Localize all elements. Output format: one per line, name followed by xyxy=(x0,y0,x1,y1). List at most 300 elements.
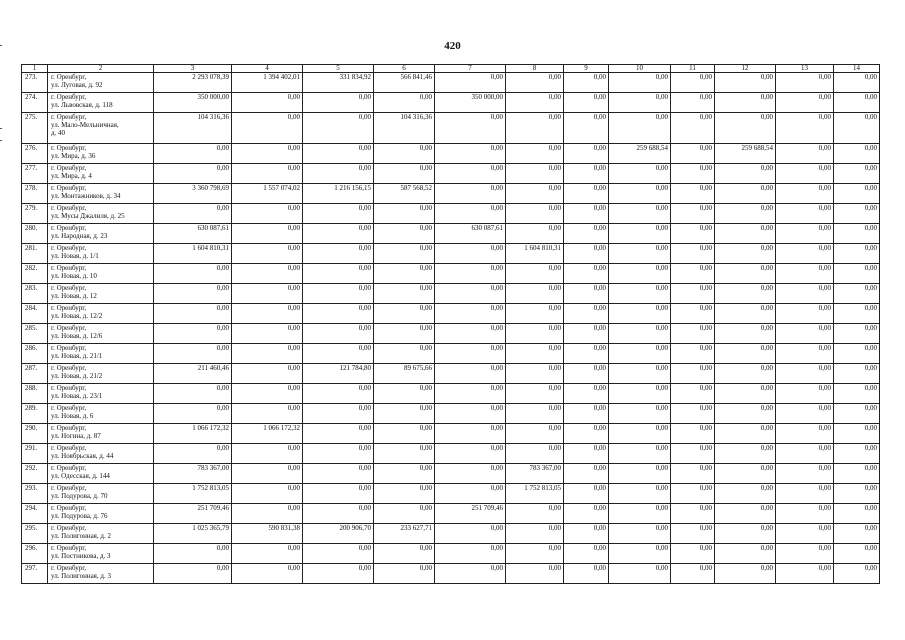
amount-cell: 0,00 xyxy=(506,424,564,444)
amount-cell: 0,00 xyxy=(506,544,564,564)
amount-cell: 0,00 xyxy=(435,384,506,404)
amount-cell: 0,00 xyxy=(715,113,776,144)
amount-cell: 0,00 xyxy=(834,344,880,364)
amount-cell: 0,00 xyxy=(303,544,374,564)
address-line: г. Оренбург, xyxy=(51,284,87,292)
amount-cell: 0,00 xyxy=(303,204,374,224)
address-line: г. Оренбург, xyxy=(51,224,87,232)
address-cell xyxy=(48,184,154,204)
amount-cell: 0,00 xyxy=(564,93,609,113)
address-line: ул. Постникова, д. 3 xyxy=(51,552,111,560)
amount-cell: 0,00 xyxy=(506,113,564,144)
amount-cell: 0,00 xyxy=(776,344,834,364)
column-header: 14 xyxy=(834,65,880,73)
address-cell xyxy=(48,564,154,584)
amount-cell: 0,00 xyxy=(715,304,776,324)
address-line: ул. Полигонная, д. 2 xyxy=(51,532,111,540)
amount-cell: 350 000,00 xyxy=(154,93,232,113)
amount-cell: 0,00 xyxy=(609,224,671,244)
address-cell xyxy=(48,504,154,524)
address-line: ул. Новая, д. 12/6 xyxy=(51,332,103,340)
amount-cell: 0,00 xyxy=(834,524,880,544)
amount-cell: 0,00 xyxy=(834,384,880,404)
address-line: ул. Мира, д. 4 xyxy=(51,172,92,180)
amount-cell: 0,00 xyxy=(564,164,609,184)
amount-cell: 0,00 xyxy=(564,73,609,93)
amount-cell: 0,00 xyxy=(776,224,834,244)
address-cell xyxy=(48,344,154,364)
table-row xyxy=(22,404,880,424)
address-line: г. Оренбург, xyxy=(51,144,87,152)
amount-cell: 0,00 xyxy=(506,144,564,164)
amount-cell: 0,00 xyxy=(564,484,609,504)
amount-cell: 0,00 xyxy=(834,464,880,484)
amount-cell: 0,00 xyxy=(715,284,776,304)
table-row xyxy=(22,344,880,364)
address-line: ул. Новая, д. 6 xyxy=(51,412,94,420)
amount-cell: 0,00 xyxy=(232,224,303,244)
amount-cell: 0,00 xyxy=(671,204,715,224)
amount-cell: 0,00 xyxy=(374,93,435,113)
amount-cell: 0,00 xyxy=(609,404,671,424)
amount-cell: 0,00 xyxy=(715,484,776,504)
column-header: 13 xyxy=(776,65,834,73)
amount-cell: 0,00 xyxy=(671,384,715,404)
amount-cell: 0,00 xyxy=(435,304,506,324)
column-header: 1 xyxy=(22,65,48,73)
address-cell xyxy=(48,484,154,504)
amount-cell: 590 831,38 xyxy=(232,524,303,544)
address-line: ул. Ноябрьская, д. 44 xyxy=(51,452,114,460)
amount-cell: 0,00 xyxy=(154,204,232,224)
amount-cell: 0,00 xyxy=(506,304,564,324)
amount-cell: 0,00 xyxy=(671,304,715,324)
table-row xyxy=(22,524,880,544)
row-number: 276. xyxy=(22,144,48,164)
amount-cell: 0,00 xyxy=(671,464,715,484)
amount-cell: 0,00 xyxy=(671,504,715,524)
address-line: д. 40 xyxy=(51,129,66,137)
amount-cell: 0,00 xyxy=(609,284,671,304)
amount-cell: 0,00 xyxy=(435,484,506,504)
amount-cell: 0,00 xyxy=(834,73,880,93)
amount-cell: 0,00 xyxy=(374,484,435,504)
amount-cell: 0,00 xyxy=(609,264,671,284)
address-cell xyxy=(48,73,154,93)
column-header: 2 xyxy=(48,65,154,73)
amount-cell: 0,00 xyxy=(232,164,303,184)
amount-cell: 0,00 xyxy=(834,224,880,244)
amount-cell: 0,00 xyxy=(506,564,564,584)
amount-cell: 0,00 xyxy=(609,304,671,324)
amount-cell: 0,00 xyxy=(609,424,671,444)
amount-cell: 0,00 xyxy=(671,244,715,264)
amount-cell: 0,00 xyxy=(154,384,232,404)
amount-cell: 0,00 xyxy=(715,424,776,444)
amount-cell: 0,00 xyxy=(834,184,880,204)
amount-cell: 0,00 xyxy=(303,564,374,584)
amount-cell: 0,00 xyxy=(776,304,834,324)
amount-cell: 104 316,36 xyxy=(374,113,435,144)
address-line: ул. Народная, д. 23 xyxy=(51,232,108,240)
column-number-row xyxy=(22,65,880,73)
amount-cell: 1 752 813,05 xyxy=(154,484,232,504)
address-line: г. Оренбург, xyxy=(51,324,87,332)
amount-cell: 3 360 798,69 xyxy=(154,184,232,204)
amount-cell: 566 841,46 xyxy=(374,73,435,93)
amount-cell: 0,00 xyxy=(374,564,435,584)
amount-cell: 0,00 xyxy=(776,284,834,304)
amount-cell: 350 000,00 xyxy=(435,93,506,113)
row-number: 297. xyxy=(22,564,48,584)
amount-cell: 0,00 xyxy=(609,244,671,264)
amount-cell: 0,00 xyxy=(564,404,609,424)
amount-cell: 1 604 810,31 xyxy=(506,244,564,264)
amount-cell: 0,00 xyxy=(374,164,435,184)
amount-cell: 0,00 xyxy=(609,364,671,384)
row-number: 296. xyxy=(22,544,48,564)
amount-cell: 0,00 xyxy=(154,344,232,364)
amount-cell: 0,00 xyxy=(715,264,776,284)
amount-cell: 0,00 xyxy=(564,264,609,284)
amount-cell: 0,00 xyxy=(834,544,880,564)
amount-cell: 0,00 xyxy=(834,444,880,464)
table-row xyxy=(22,264,880,284)
address-cell xyxy=(48,224,154,244)
amount-cell: 0,00 xyxy=(609,184,671,204)
amount-cell: 0,00 xyxy=(776,144,834,164)
row-number: 290. xyxy=(22,424,48,444)
amount-cell: 0,00 xyxy=(303,164,374,184)
table-row xyxy=(22,144,880,164)
address-line: ул. Подурова, д. 70 xyxy=(51,492,108,500)
amount-cell: 0,00 xyxy=(776,464,834,484)
table-row xyxy=(22,564,880,584)
amount-cell: 0,00 xyxy=(609,164,671,184)
address-line: ул. Мало-Мельничная, xyxy=(51,121,119,129)
table-row xyxy=(22,164,880,184)
row-number: 286. xyxy=(22,344,48,364)
amount-cell: 0,00 xyxy=(303,344,374,364)
amount-cell: 0,00 xyxy=(609,484,671,504)
row-number: 279. xyxy=(22,204,48,224)
amount-cell: 0,00 xyxy=(506,224,564,244)
amount-cell: 0,00 xyxy=(435,244,506,264)
amount-cell: 0,00 xyxy=(232,444,303,464)
amount-cell: 0,00 xyxy=(671,113,715,144)
table-row xyxy=(22,364,880,384)
amount-cell: 0,00 xyxy=(609,93,671,113)
address-cell xyxy=(48,444,154,464)
amount-cell: 0,00 xyxy=(671,284,715,304)
amount-cell: 331 834,92 xyxy=(303,73,374,93)
amount-cell: 0,00 xyxy=(715,364,776,384)
address-line: ул. Новая, д. 10 xyxy=(51,272,97,280)
address-line: ул. Новая, д. 12 xyxy=(51,292,97,300)
amount-cell: 0,00 xyxy=(834,324,880,344)
amount-cell: 0,00 xyxy=(303,444,374,464)
amount-cell: 0,00 xyxy=(609,544,671,564)
amount-cell: 0,00 xyxy=(715,164,776,184)
address-cell xyxy=(48,264,154,284)
amount-cell: 0,00 xyxy=(564,524,609,544)
amount-cell: 0,00 xyxy=(671,404,715,424)
amount-cell: 0,00 xyxy=(776,324,834,344)
amount-cell: 0,00 xyxy=(834,113,880,144)
address-cell xyxy=(48,524,154,544)
amount-cell: 0,00 xyxy=(435,364,506,384)
amount-cell: 0,00 xyxy=(506,504,564,524)
address-cell xyxy=(48,544,154,564)
row-number: 283. xyxy=(22,284,48,304)
amount-cell: 0,00 xyxy=(506,204,564,224)
amount-cell: 0,00 xyxy=(303,144,374,164)
amount-cell: 0,00 xyxy=(715,544,776,564)
column-header: 9 xyxy=(564,65,609,73)
amount-cell: 0,00 xyxy=(435,464,506,484)
address-line: г. Оренбург, xyxy=(51,504,87,512)
amount-cell: 233 627,71 xyxy=(374,524,435,544)
address-cell xyxy=(48,144,154,164)
amount-cell: 0,00 xyxy=(609,564,671,584)
amount-cell: 0,00 xyxy=(435,184,506,204)
amount-cell: 0,00 xyxy=(506,184,564,204)
address-cell xyxy=(48,284,154,304)
amount-cell: 0,00 xyxy=(671,224,715,244)
amount-cell: 0,00 xyxy=(435,284,506,304)
amount-cell: 0,00 xyxy=(671,364,715,384)
column-header: 3 xyxy=(154,65,232,73)
address-cell xyxy=(48,384,154,404)
table-row xyxy=(22,73,880,93)
amount-cell: 200 906,70 xyxy=(303,524,374,544)
amount-cell: 0,00 xyxy=(232,484,303,504)
amount-cell: 0,00 xyxy=(564,204,609,224)
amount-cell: 0,00 xyxy=(374,424,435,444)
amount-cell: 0,00 xyxy=(671,93,715,113)
address-line: ул. Новая, д. 23/1 xyxy=(51,392,103,400)
amount-cell: 0,00 xyxy=(374,504,435,524)
table-row xyxy=(22,113,880,144)
amount-cell: 0,00 xyxy=(834,284,880,304)
amount-cell: 0,00 xyxy=(232,93,303,113)
address-line: г. Оренбург, xyxy=(51,524,87,532)
address-cell xyxy=(48,304,154,324)
amount-cell: 0,00 xyxy=(374,204,435,224)
amount-cell: 0,00 xyxy=(506,324,564,344)
amount-cell: 0,00 xyxy=(609,324,671,344)
table-row xyxy=(22,244,880,264)
amount-cell: 0,00 xyxy=(374,284,435,304)
amount-cell: 0,00 xyxy=(303,244,374,264)
amount-cell: 0,00 xyxy=(671,564,715,584)
amount-cell: 121 784,80 xyxy=(303,364,374,384)
table-row xyxy=(22,304,880,324)
address-line: г. Оренбург, xyxy=(51,204,87,212)
row-number: 295. xyxy=(22,524,48,544)
table-row xyxy=(22,444,880,464)
amount-cell: 0,00 xyxy=(564,113,609,144)
amount-cell: 0,00 xyxy=(506,93,564,113)
amount-cell: 0,00 xyxy=(564,244,609,264)
row-number: 293. xyxy=(22,484,48,504)
amount-cell: 0,00 xyxy=(154,544,232,564)
amount-cell: 0,00 xyxy=(671,344,715,364)
amount-cell: 0,00 xyxy=(609,524,671,544)
amount-cell: 0,00 xyxy=(671,484,715,504)
table-row xyxy=(22,184,880,204)
amount-cell: 0,00 xyxy=(232,404,303,424)
amount-cell: 0,00 xyxy=(232,264,303,284)
amount-cell: 0,00 xyxy=(303,284,374,304)
row-number: 277. xyxy=(22,164,48,184)
address-line: г. Оренбург, xyxy=(51,444,87,452)
amount-cell: 0,00 xyxy=(776,384,834,404)
address-cell xyxy=(48,464,154,484)
amount-cell: 0,00 xyxy=(609,113,671,144)
address-line: г. Оренбург, xyxy=(51,184,87,192)
address-line: ул. Одесская, д. 144 xyxy=(51,472,110,480)
amount-cell: 0,00 xyxy=(776,244,834,264)
amount-cell: 0,00 xyxy=(564,184,609,204)
amount-cell: 1 394 402,01 xyxy=(232,73,303,93)
amount-cell: 0,00 xyxy=(154,164,232,184)
amount-cell: 0,00 xyxy=(715,73,776,93)
address-line: г. Оренбург, xyxy=(51,164,87,172)
amount-cell: 0,00 xyxy=(232,364,303,384)
amount-cell: 0,00 xyxy=(435,524,506,544)
table-row xyxy=(22,544,880,564)
amount-cell: 0,00 xyxy=(374,224,435,244)
row-number: 278. xyxy=(22,184,48,204)
amount-cell: 0,00 xyxy=(232,464,303,484)
table-row xyxy=(22,484,880,504)
amount-cell: 0,00 xyxy=(374,544,435,564)
amount-cell: 211 460,46 xyxy=(154,364,232,384)
address-line: г. Оренбург, xyxy=(51,113,87,121)
amount-cell: 0,00 xyxy=(435,164,506,184)
amount-cell: 0,00 xyxy=(834,564,880,584)
amount-cell: 0,00 xyxy=(564,424,609,444)
address-line: г. Оренбург, xyxy=(51,404,87,412)
amount-cell: 0,00 xyxy=(715,384,776,404)
amount-cell: 0,00 xyxy=(435,144,506,164)
column-header: 8 xyxy=(506,65,564,73)
address-line: ул. Новая, д. 21/1 xyxy=(51,352,103,360)
amount-cell: 0,00 xyxy=(232,113,303,144)
amount-cell: 1 604 810,31 xyxy=(154,244,232,264)
address-line: ул. Полигонная, д. 3 xyxy=(51,572,111,580)
address-cell xyxy=(48,164,154,184)
amount-cell: 0,00 xyxy=(506,164,564,184)
address-line: г. Оренбург, xyxy=(51,564,87,572)
amount-cell: 0,00 xyxy=(374,384,435,404)
amount-cell: 0,00 xyxy=(671,264,715,284)
address-line: г. Оренбург, xyxy=(51,264,87,272)
row-number: 287. xyxy=(22,364,48,384)
column-header: 7 xyxy=(435,65,506,73)
amount-cell: 630 087,61 xyxy=(435,224,506,244)
amount-cell: 0,00 xyxy=(834,164,880,184)
amount-cell: 0,00 xyxy=(303,464,374,484)
column-header: 6 xyxy=(374,65,435,73)
amount-cell: 0,00 xyxy=(506,384,564,404)
address-line: ул. Мира, д. 36 xyxy=(51,152,96,160)
amount-cell: 0,00 xyxy=(671,424,715,444)
amount-cell: 0,00 xyxy=(834,244,880,264)
amount-cell: 0,00 xyxy=(715,444,776,464)
amount-cell: 0,00 xyxy=(435,113,506,144)
amount-cell: 0,00 xyxy=(671,144,715,164)
address-line: ул. Новая, д. 1/1 xyxy=(51,252,99,260)
address-line: ул. Луговая, д. 92 xyxy=(51,81,103,89)
amount-cell: 0,00 xyxy=(506,404,564,424)
row-number: 289. xyxy=(22,404,48,424)
amount-cell: 0,00 xyxy=(303,113,374,144)
amount-cell: 0,00 xyxy=(374,444,435,464)
amount-cell: 0,00 xyxy=(609,204,671,224)
row-number: 285. xyxy=(22,324,48,344)
amount-cell: 0,00 xyxy=(435,73,506,93)
amount-cell: 0,00 xyxy=(715,564,776,584)
address-line: г. Оренбург, xyxy=(51,364,87,372)
table-row xyxy=(22,424,880,444)
scan-edge-mark xyxy=(0,140,2,141)
amount-cell: 0,00 xyxy=(232,344,303,364)
amount-cell: 0,00 xyxy=(435,264,506,284)
amount-cell: 0,00 xyxy=(303,424,374,444)
amount-cell: 0,00 xyxy=(374,244,435,264)
amount-cell: 0,00 xyxy=(303,304,374,324)
amount-cell: 0,00 xyxy=(776,544,834,564)
amount-cell: 0,00 xyxy=(776,444,834,464)
table-row xyxy=(22,204,880,224)
amount-cell: 0,00 xyxy=(435,204,506,224)
amount-cell: 0,00 xyxy=(776,504,834,524)
table-row xyxy=(22,384,880,404)
amount-cell: 0,00 xyxy=(776,364,834,384)
amount-cell: 0,00 xyxy=(435,564,506,584)
amount-cell: 104 316,36 xyxy=(154,113,232,144)
amount-cell: 0,00 xyxy=(834,424,880,444)
amount-cell: 0,00 xyxy=(374,264,435,284)
property-repair-table xyxy=(21,64,880,584)
amount-cell: 0,00 xyxy=(776,204,834,224)
amount-cell: 0,00 xyxy=(154,284,232,304)
amount-cell: 0,00 xyxy=(303,384,374,404)
amount-cell: 0,00 xyxy=(715,504,776,524)
amount-cell: 0,00 xyxy=(715,404,776,424)
column-header: 4 xyxy=(232,65,303,73)
amount-cell: 0,00 xyxy=(715,344,776,364)
amount-cell: 0,00 xyxy=(564,304,609,324)
amount-cell: 0,00 xyxy=(776,484,834,504)
address-line: ул. Ногина, д. 87 xyxy=(51,432,101,440)
amount-cell: 1 752 813,05 xyxy=(506,484,564,504)
amount-cell: 0,00 xyxy=(671,544,715,564)
amount-cell: 0,00 xyxy=(374,464,435,484)
amount-cell: 0,00 xyxy=(715,93,776,113)
amount-cell: 259 688,54 xyxy=(609,144,671,164)
amount-cell: 0,00 xyxy=(232,384,303,404)
amount-cell: 0,00 xyxy=(303,404,374,424)
table-row xyxy=(22,284,880,304)
amount-cell: 630 087,61 xyxy=(154,224,232,244)
column-header: 10 xyxy=(609,65,671,73)
amount-cell: 0,00 xyxy=(303,324,374,344)
amount-cell: 89 675,66 xyxy=(374,364,435,384)
amount-cell: 0,00 xyxy=(303,484,374,504)
